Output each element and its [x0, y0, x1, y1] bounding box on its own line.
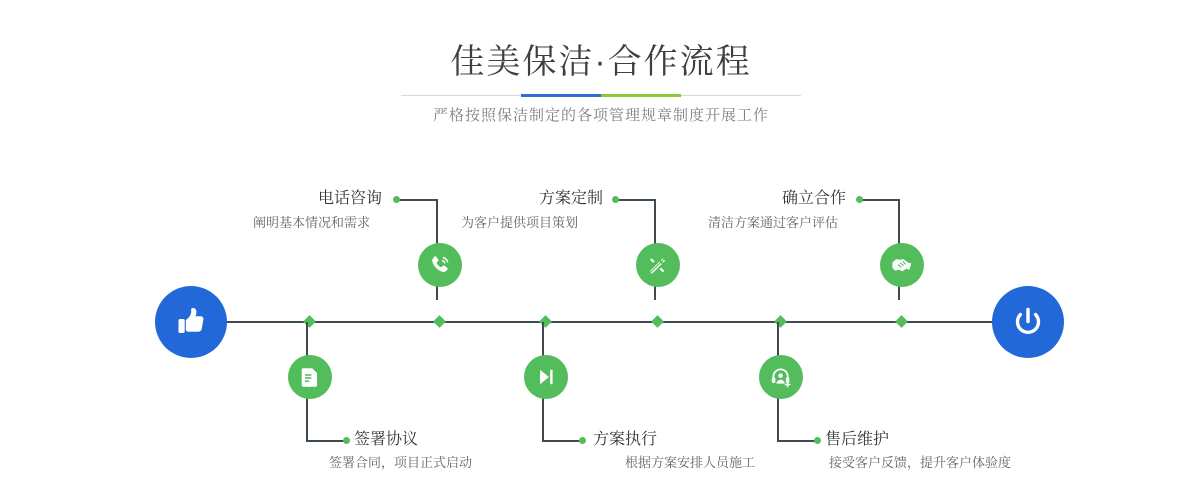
- thumbs-up-icon: [171, 302, 211, 342]
- step-node-3[interactable]: [636, 243, 680, 287]
- connector-dot: [343, 437, 350, 444]
- connector-dot: [393, 196, 400, 203]
- connector-dot: [612, 196, 619, 203]
- page-subtitle: 严格按照保洁制定的各项管理规章制度开展工作: [432, 107, 769, 124]
- flow-end-badge: [992, 286, 1064, 358]
- axis-marker: [651, 315, 664, 328]
- step-node-6[interactable]: [759, 355, 803, 399]
- step-title-3: 方案定制: [539, 190, 604, 207]
- step-desc-4: 根据方案安排人员施工: [625, 455, 756, 470]
- play-forward-icon: [534, 365, 558, 389]
- step-desc-5: 清洁方案通过客户评估: [708, 215, 839, 230]
- connector-line: [436, 199, 438, 231]
- step-title-4: 方案执行: [593, 431, 658, 448]
- connector-dot: [814, 437, 821, 444]
- step-desc-1: 阐明基本情况和需求: [253, 215, 371, 230]
- connector-line: [542, 440, 582, 442]
- document-edit-icon: [298, 365, 322, 389]
- connector-dot: [856, 196, 863, 203]
- divider-accent-blue: [521, 94, 601, 97]
- step-title-5: 确立合作: [782, 190, 847, 207]
- connector-line: [859, 199, 900, 201]
- step-node-2[interactable]: [288, 355, 332, 399]
- connector-line: [396, 199, 438, 201]
- step-node-4[interactable]: [524, 355, 568, 399]
- timeline-axis: [160, 321, 1042, 323]
- connector-line: [306, 440, 346, 442]
- step-desc-2: 签署合同，项目正式启动: [329, 455, 473, 470]
- divider-accent-green: [601, 94, 681, 97]
- step-desc-6: 接受客户反馈，提升客户体验度: [829, 455, 1012, 470]
- headset-add-icon: [769, 365, 793, 389]
- step-title-1: 电话咨询: [318, 190, 383, 207]
- title-divider: [0, 94, 1202, 98]
- connector-line: [777, 440, 817, 442]
- step-title-2: 签署协议: [354, 431, 419, 448]
- flow-start-badge: [155, 286, 227, 358]
- page-title: 佳美保洁·合作流程: [450, 43, 752, 81]
- axis-marker: [433, 315, 446, 328]
- power-icon: [1008, 302, 1048, 342]
- step-desc-3: 为客户提供项目策划: [461, 215, 579, 230]
- connector-dot: [579, 437, 586, 444]
- step-node-1[interactable]: [418, 243, 462, 287]
- axis-marker: [895, 315, 908, 328]
- connector-line: [615, 199, 656, 201]
- phone-ring-icon: [428, 253, 452, 277]
- step-title-6: 售后维护: [825, 431, 890, 448]
- step-node-5[interactable]: [880, 243, 924, 287]
- handshake-icon: [890, 253, 914, 277]
- pencil-ruler-icon: [646, 253, 670, 277]
